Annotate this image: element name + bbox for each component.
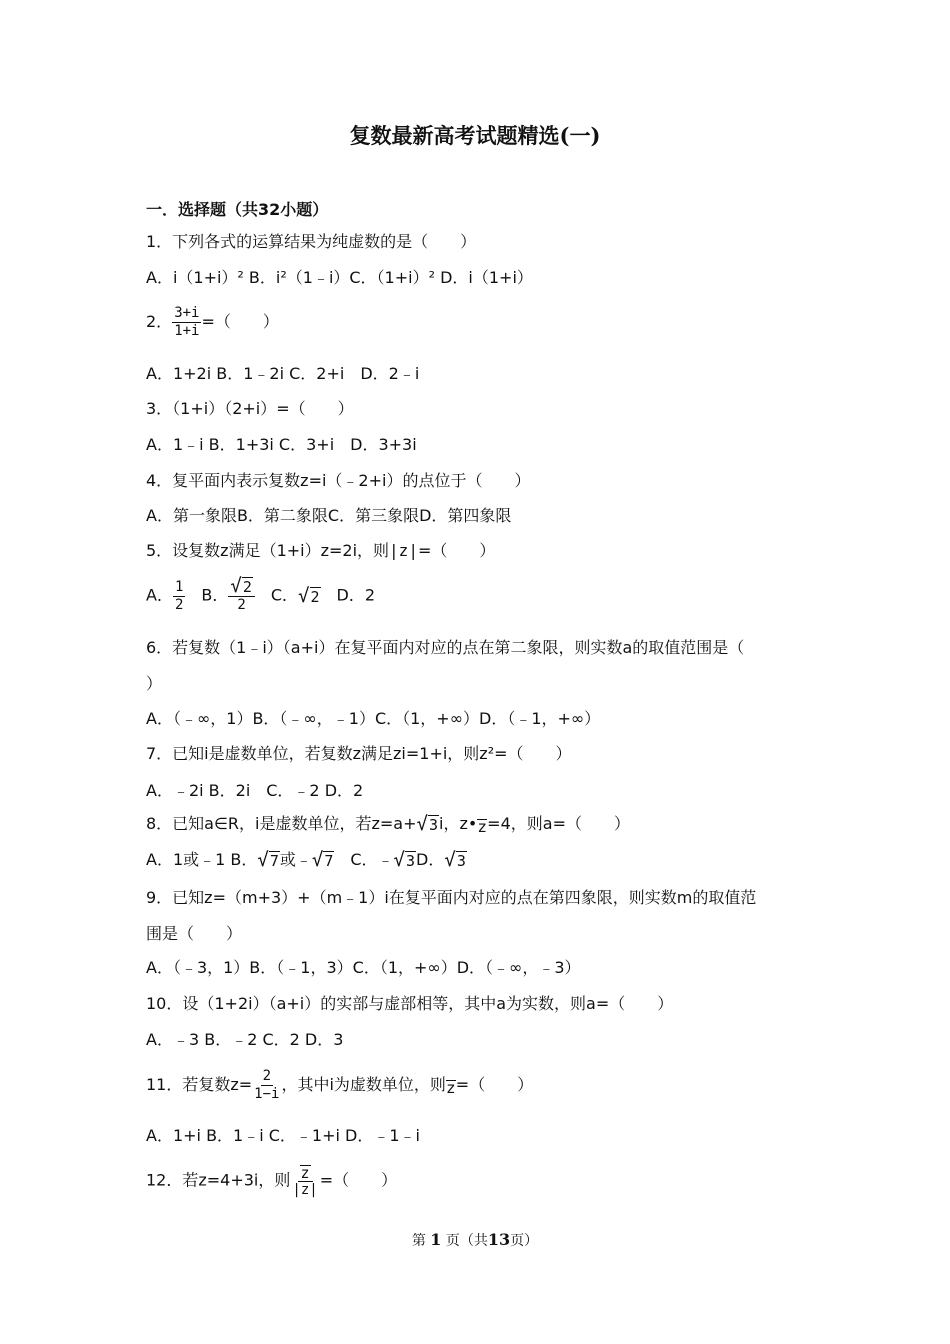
radicand: 7 (269, 852, 279, 870)
option-c-label: C． (254, 585, 299, 605)
radicand: 3 (428, 816, 438, 834)
option-a-fraction (173, 579, 185, 614)
question-7-stem: 7．已知i是虚数单位，若复数z满足zi=1+i，则z²=（ ） (146, 744, 572, 763)
question-4-options: A．第一象限B．第二象限C．第三象限D．第四象限 (146, 506, 512, 525)
fraction-denominator: 2 (174, 596, 184, 613)
question-8-stem-text: 8．已知a∈R，i是虚数单位，若z=a+ (146, 814, 417, 833)
question-9-options: A．（﹣3，1）B．（﹣1，3）C．（1，+∞）D．（﹣∞，﹣3） (146, 958, 581, 977)
option-b-or: 或﹣ (279, 850, 312, 869)
fraction-numerator: 3+i (174, 305, 200, 321)
question-11-stem-tail: =（ ） (455, 1075, 534, 1094)
radicand: 2 (310, 587, 320, 606)
footer-prefix: 第 (411, 1233, 426, 1249)
fraction-denominator: 1−i (254, 1086, 280, 1102)
question-9-stem-line1: 9．已知z=（m+3）+（m﹣1）i在复平面内对应的点在第四象限，则实数m的取值范 (146, 888, 757, 907)
question-8-stem (146, 813, 630, 836)
question-8-options (146, 849, 467, 872)
question-6-stem-line1: 6．若复数（1﹣i）（a+i）在复平面内对应的点在第二象限，则实数a的取值范围是（ (146, 638, 745, 657)
question-10-stem: 10．设（1+2i）（a+i）的实部与虚部相等，其中a为实数，则a=（ ） (146, 994, 674, 1013)
section-heading: 一．选择题（共32小题） (146, 200, 329, 219)
question-11-stem (146, 1068, 533, 1103)
option-d-label: D．2 (320, 585, 376, 605)
page-footer (0, 1230, 950, 1250)
fraction-numerator (298, 1163, 313, 1182)
question-12-stem (146, 1163, 397, 1199)
question-3-options: A．1﹣i B．1+3i C．3+i D．3+3i (146, 435, 417, 454)
question-5-stem (146, 540, 495, 562)
question-1-stem: 1．下列各式的运算结果为纯虚数的是（ ） (146, 232, 477, 251)
fraction-denominator: 1+i (174, 323, 200, 339)
sqrt-expression: √7 (257, 849, 279, 871)
fraction-numerator: √2 (228, 578, 254, 597)
question-5-stem-text: 5．设复数z满足（1+i）z=2i，则 (146, 541, 390, 560)
abs-z: |z| (389, 541, 418, 560)
question-11-fraction (252, 1068, 281, 1103)
question-12-stem-text: 12．若z=4+3i，则 (146, 1170, 291, 1190)
current-page-number: 1 (430, 1230, 442, 1249)
total-page-count: 13 (487, 1230, 511, 1249)
option-d-label: D． (416, 850, 445, 869)
option-c-sqrt: √2 (298, 584, 320, 607)
footer-middle: 页（共 (445, 1233, 488, 1249)
question-12-fraction (290, 1163, 319, 1199)
option-b-label: B． (185, 585, 229, 605)
option-c-label: C．﹣ (334, 850, 394, 869)
question-11-options: A．1+i B．1﹣i C．﹣1+i D．﹣1﹣i (146, 1126, 420, 1145)
question-2-number: 2． (146, 312, 173, 331)
question-11-stem-text: 11．若复数z= (146, 1075, 253, 1094)
question-7-options: A．﹣2i B．2i C．﹣2 D．2 (146, 781, 364, 800)
fraction-numerator: 1 (174, 578, 184, 595)
page-title: 复数最新高考试题精选(一) (349, 123, 601, 148)
option-b-fraction (228, 575, 254, 614)
question-8-stem-tail: =4，则a=（ ） (487, 814, 630, 833)
z-conjugate: z (478, 818, 487, 836)
question-1-options: A．i（1+i）² B．i²（1﹣i）C．（1+i）² D．i（1+i） (146, 268, 533, 287)
fraction-numerator: 2 (262, 1068, 272, 1084)
question-2-fraction (172, 305, 201, 340)
question-5-stem-tail: =（ ） (417, 541, 496, 560)
fraction-denominator: |z| (292, 1182, 318, 1198)
sqrt-expression: √3 (444, 849, 466, 871)
radicand: 3 (456, 852, 466, 870)
radicand: 7 (324, 852, 334, 870)
question-6-stem-line2: ） (146, 674, 163, 693)
z-conjugate: z (300, 1164, 310, 1182)
question-10-options: A．﹣3 B．﹣2 C．2 D．3 (146, 1030, 344, 1049)
option-a-label: A． (146, 585, 173, 605)
question-12-stem-tail: =（ ） (319, 1170, 398, 1190)
question-9-stem-line2: 围是（ ） (146, 924, 243, 943)
radicand: 3 (406, 852, 416, 870)
question-5-options (146, 575, 376, 614)
question-2-tail: =（ ） (201, 312, 279, 331)
option-ab-label: A．1或﹣1 B． (146, 850, 258, 869)
sqrt-expression: √3 (416, 813, 438, 835)
question-6-options: A．（﹣∞，1）B．（﹣∞，﹣1）C．（1，+∞）D．（﹣1，+∞） (146, 709, 601, 728)
question-8-stem-mid: i，z• (439, 814, 478, 833)
z-conjugate: z (446, 1079, 455, 1097)
question-11-stem-mid: ，其中i为虚数单位，则 (281, 1075, 446, 1094)
question-2-options: A．1+2i B．1﹣2i C．2+i D．2﹣i (146, 364, 420, 383)
sqrt-expression: √3 (393, 849, 416, 871)
footer-suffix: 页） (510, 1233, 539, 1249)
radicand: 2 (242, 578, 252, 596)
sqrt-expression: √7 (311, 849, 334, 871)
question-2-stem (146, 305, 279, 340)
question-3-stem: 3．（1+i）（2+i）=（ ） (146, 399, 354, 418)
question-4-stem: 4．复平面内表示复数z=i（﹣2+i）的点位于（ ） (146, 471, 531, 490)
fraction-denominator: 2 (237, 597, 246, 613)
